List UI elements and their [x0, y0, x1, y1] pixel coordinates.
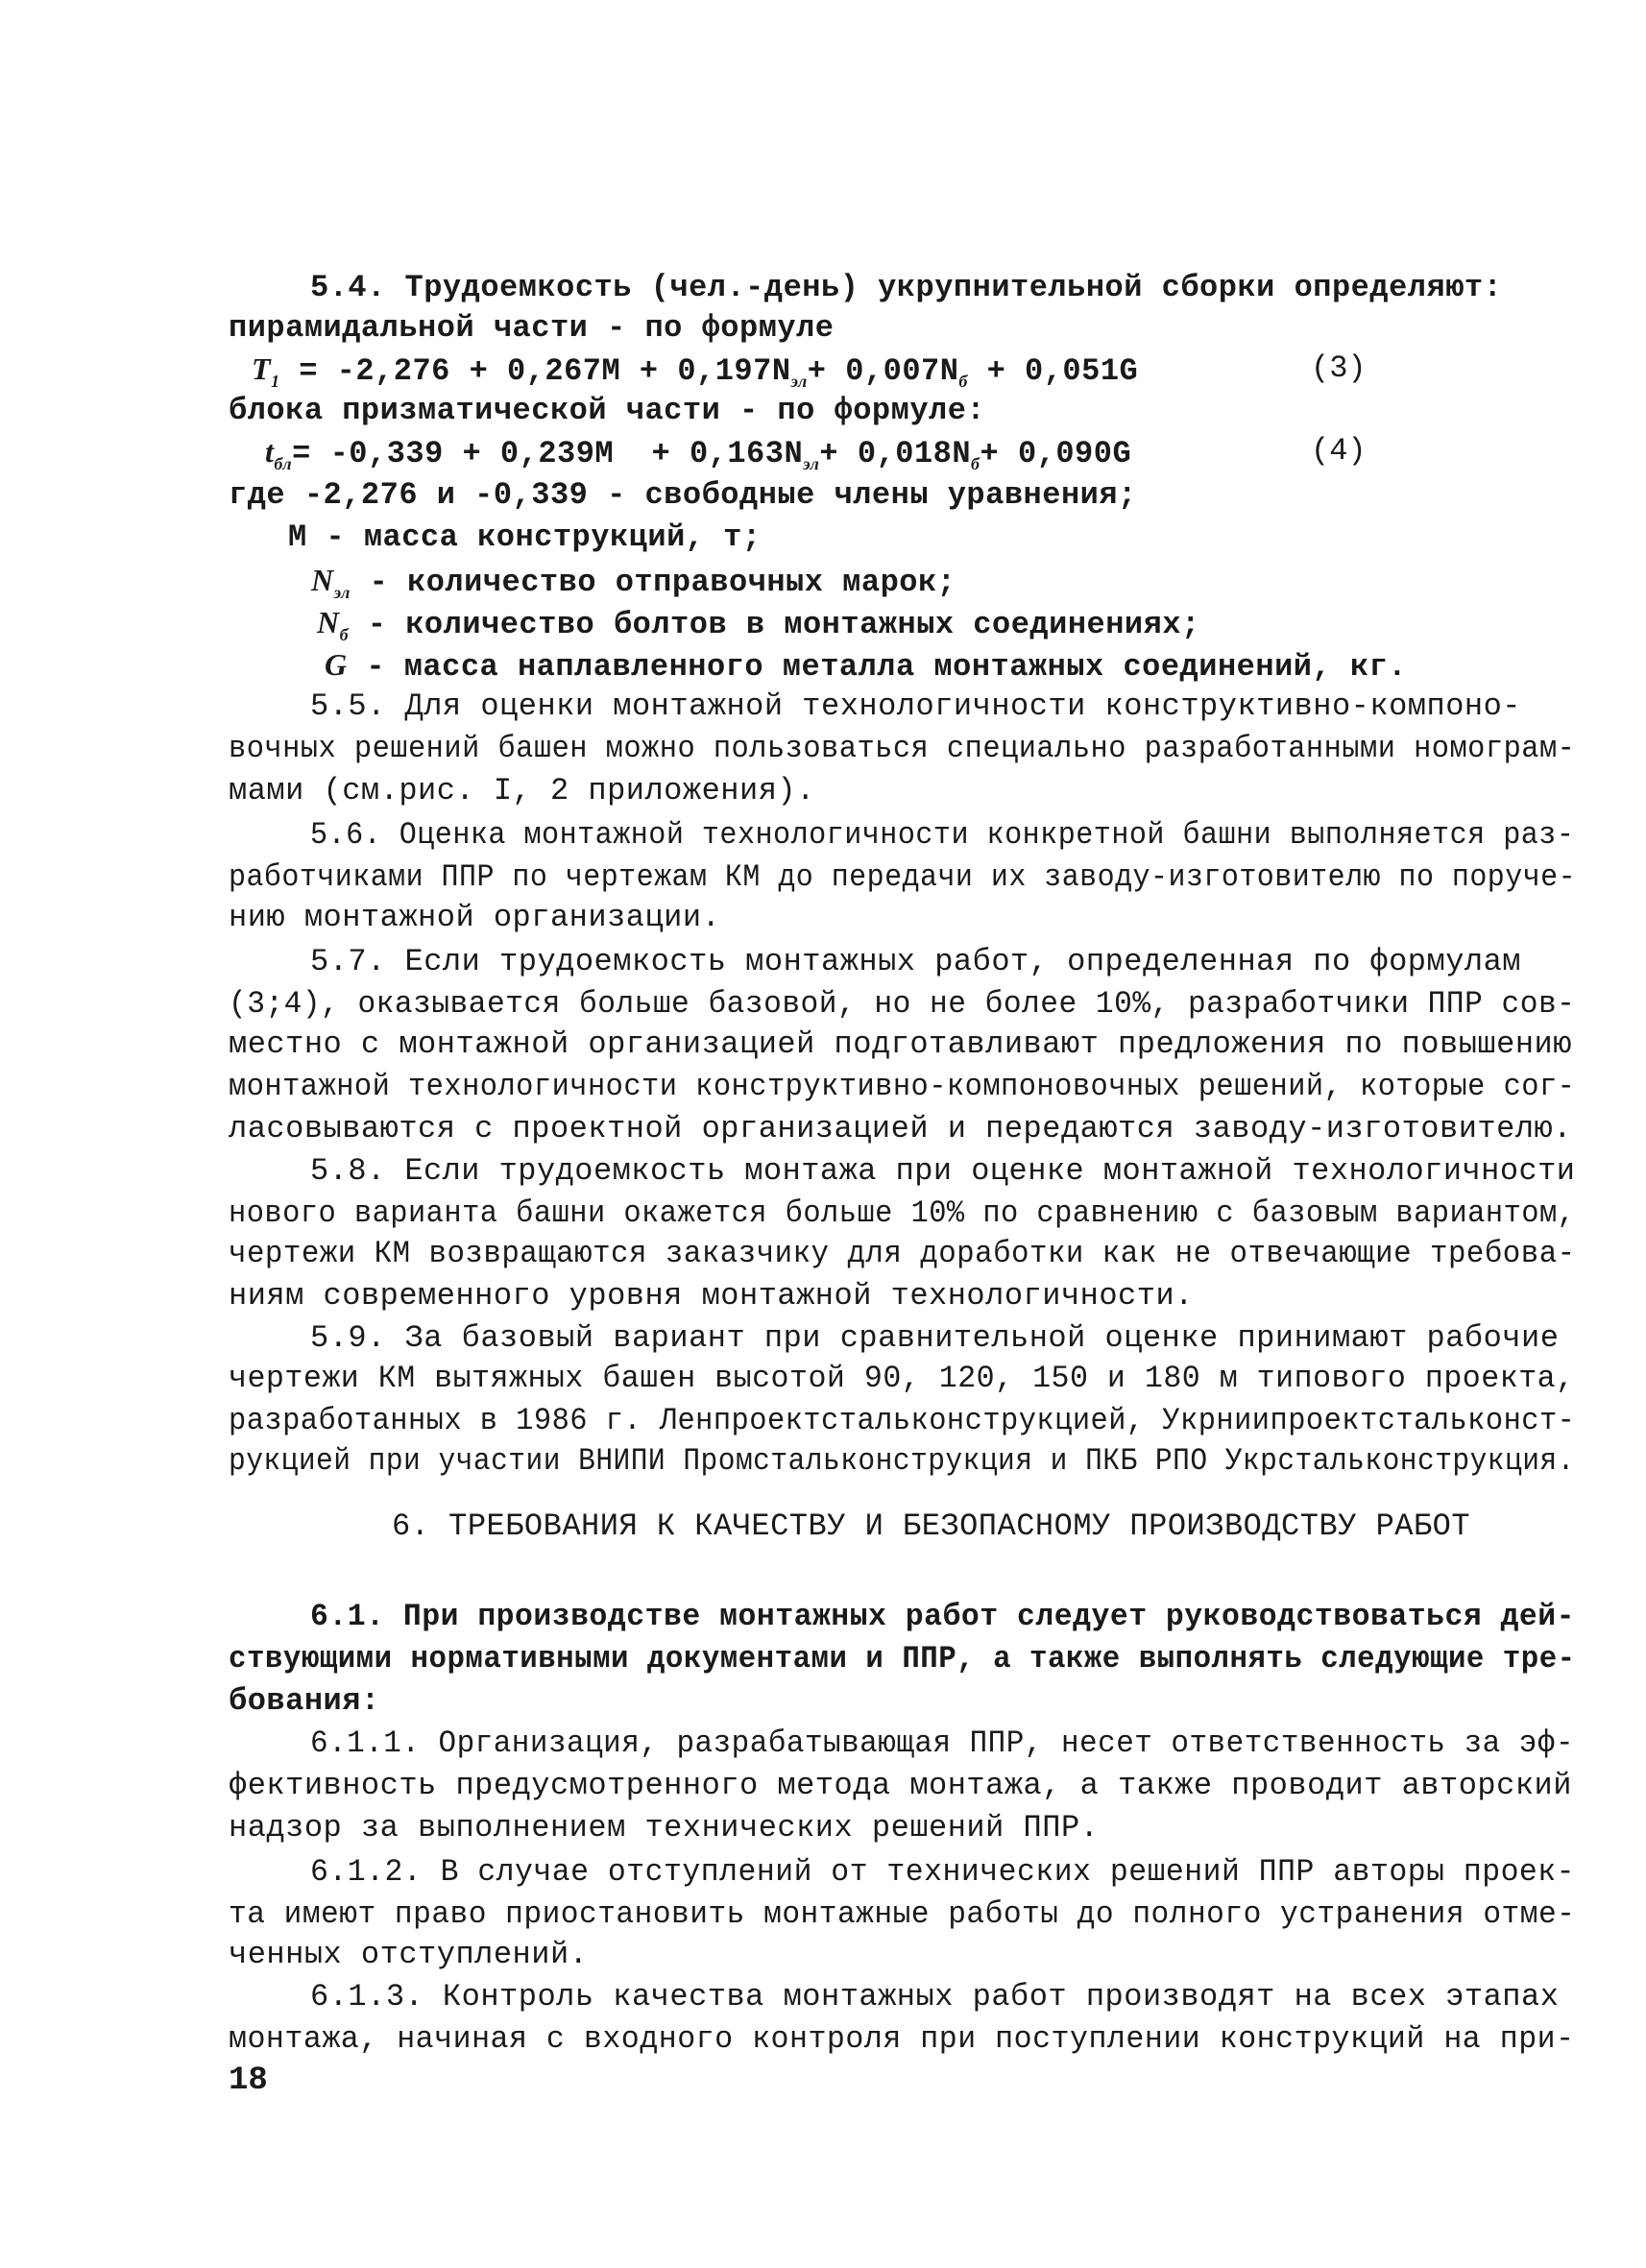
p55-line-1: 5.5. Для оценки монтажной технологичности конструктивно-компоно-: [310, 688, 1521, 724]
p58-line-4: ниям современного уровня монтажной технологичности.: [229, 1278, 1194, 1314]
p54-line-9-sub: б: [339, 625, 350, 644]
section-heading-6: 6. ТРЕБОВАНИЯ К КАЧЕСТВУ И БЕЗОПАСНОМУ ПРОИЗВОДСТВУ РАБОТ: [392, 1508, 1471, 1544]
p54-line-4: блока призматической части - по формуле:: [229, 393, 986, 428]
p611-line-1: 6.1.1. Организация, разрабатывающая ППР, несет ответственность за эф-: [310, 1725, 1575, 1761]
p56-line-2: работчиками ППР по чертежам КМ до передачи их заводу-изготовителю по поруче-: [229, 859, 1577, 895]
p59-line-4: рукцией при участии ВНИПИ Промстальконструкция и ПКБ РПО Укрстальконструкция.: [229, 1443, 1575, 1479]
p54-line-1: 5.4. Трудоемкость (чел.-день) укрупнительной сборки определяют:: [310, 270, 1503, 305]
p61-line-2: ствующими нормативными документами и ППР, а также выполнять следующие тре-: [229, 1641, 1576, 1677]
p56-line-3: нию монтажной организации.: [229, 900, 721, 935]
p54-line-6: где -2,276 и -0,339 - свободные члены уравнения;: [229, 477, 1137, 513]
formula-4-symbol: t: [265, 434, 275, 469]
p57-line-3: местно с монтажной организацией подготавливают предложения по повышению: [229, 1026, 1572, 1062]
formula-3-text-3: + 0,051G: [967, 353, 1139, 389]
p59-line-1: 5.9. За базовый вариант при сравнительной оценке принимают рабочие: [310, 1320, 1560, 1356]
p612-line-3: ченных отступлений.: [229, 1937, 589, 1972]
p59-line-3: разработанных в 1986 г. Ленпроектстальконструкцией, Укрниипроектстальконст-: [229, 1403, 1576, 1438]
p57-line-5: ласовываются с проектной организацией и передаются заводу-изготовителю.: [229, 1111, 1572, 1146]
p54-line-9-text: - количество болтов в монтажных соединениях;: [349, 607, 1200, 642]
formula-3-text: = -2,276 + 0,267M + 0,197N: [279, 353, 791, 389]
p611-line-2: фективность предусмотренного метода монтажа, а также проводит авторский: [229, 1768, 1572, 1803]
p54-line-9-symbol: N: [317, 605, 340, 639]
p57-line-1: 5.7. Если трудоемкость монтажных работ, определенная по формулам: [310, 944, 1521, 979]
p54-line-8-symbol: N: [311, 563, 334, 597]
p54-line-8-text: - количество отправочных марок;: [350, 565, 956, 600]
p58-line-2: нового варианта башни окажется больше 10% по сравнению с базовым вариантом,: [229, 1195, 1576, 1231]
p612-line-2: та имеют право приостановить монтажные работы до полного устранения отме-: [229, 1896, 1576, 1932]
formula-3-symbol: T: [252, 351, 272, 386]
p59-line-2: чертежи КМ вытяжных башен высотой 90, 120, 150 и 180 м типового проекта,: [229, 1361, 1575, 1396]
formula-4-sub-2: эл: [803, 454, 820, 473]
formula-4-text-2: + 0,018N: [819, 436, 972, 471]
formula-4-text: = -0,339 + 0,239M + 0,163N: [292, 436, 804, 471]
p56-line-1: 5.6. Оценка монтажной технологичности конкретной башни выполняется раз-: [310, 817, 1575, 853]
p58-line-3: чертежи КМ возвращаются заказчику для доработки как не отвечающие требова-: [229, 1236, 1576, 1271]
p58-line-1: 5.8. Если трудоемкость монтажа при оценке монтажной технологичности: [310, 1153, 1576, 1189]
p613-line-1: 6.1.3. Контроль качества монтажных работ производят на всех этапах: [310, 1979, 1560, 2015]
p54-line-10-symbol: G: [325, 647, 348, 682]
p54-line-7: М - масса конструкций, т;: [288, 519, 762, 555]
formula-4-text-3: + 0,090G: [980, 436, 1132, 471]
equation-number-3: (3): [1311, 350, 1367, 386]
p612-line-1: 6.1.2. В случае отступлений от технических решений ППР авторы проек-: [310, 1854, 1576, 1890]
p61-line-3: бования:: [229, 1683, 380, 1719]
p54-line-10-text: - масса наплавленного металла монтажных соединений, кг.: [347, 649, 1407, 685]
formula-3-sub-2: эл: [790, 372, 808, 391]
formula-3-symbol-sub: 1: [271, 372, 280, 391]
formula-3-sub-3: б: [958, 372, 968, 391]
page-number: 18: [229, 2063, 268, 2099]
p55-line-2: вочных решений башен можно пользоваться специально разработанными номограм-: [229, 731, 1576, 766]
p54-line-2: пирамидальной части - по формуле: [229, 310, 835, 346]
formula-4-symbol-sub: бл: [274, 454, 293, 473]
p613-line-2: монтажа, начиная с входного контроля при поступлении конструкций на при-: [229, 2021, 1575, 2057]
p54-line-10: [325, 645, 1407, 687]
p61-line-1: 6.1. При производстве монтажных работ следует руководствоваться дей-: [310, 1599, 1576, 1634]
formula-4-sub-3: б: [971, 454, 980, 473]
p57-line-4: монтажной технологичности конструктивно-компоновочных решений, которые сог-: [229, 1069, 1576, 1104]
p611-line-3: надзор за выполнением технических решений ППР.: [229, 1810, 1100, 1846]
p54-line-8-sub: эл: [333, 583, 351, 602]
p55-line-3: мами (см.рис. I, 2 приложения).: [229, 773, 815, 808]
formula-3-text-2: + 0,007N: [807, 353, 959, 389]
p57-line-2: (3;4), оказывается больше базовой, но не более 10%, разработчики ППР сов-: [229, 986, 1576, 1022]
equation-number-4: (4): [1311, 433, 1367, 469]
